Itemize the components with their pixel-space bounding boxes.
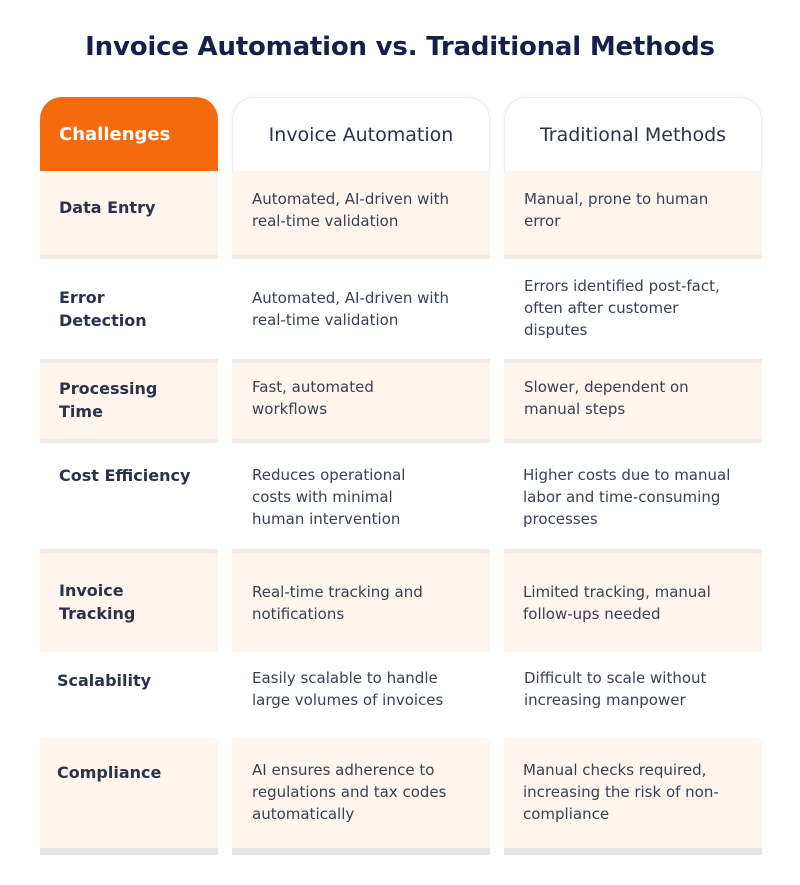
challenge-label: Invoice Tracking [59,581,136,623]
table-row [40,652,218,738]
table-row [504,443,762,549]
traditional-cell: Limited tracking, manual follow-ups needed [523,583,711,623]
challenge-label: Cost Efficiency [59,466,191,485]
table-row [232,652,490,738]
challenges-column [40,97,218,854]
table-row [504,259,762,359]
table-row [40,171,218,255]
table-row [40,738,218,848]
traditional-cell: Higher costs due to manual labor and time-consuming processes [523,466,731,528]
challenge-label: Compliance [57,763,162,782]
traditional-column [504,97,762,854]
table-row [504,553,762,652]
challenges-header: Challenges [40,97,218,171]
automation-cell: AI ensures adherence to regulations and tax codes automatically [252,761,447,823]
table-row [40,259,218,359]
table-row [232,363,490,439]
table-row [40,553,218,652]
table-row [232,553,490,652]
automation-column [232,97,490,854]
automation-cell: Fast, automated workflows [252,378,374,418]
table-row [504,171,762,255]
automation-cell: Reduces operational costs with minimal human intervention [252,466,406,528]
table-row [232,171,490,255]
challenge-label: Scalability [57,671,152,690]
challenge-label: Processing Time [59,379,158,421]
traditional-cell: Difficult to scale without increasing manpower [524,669,707,709]
automation-cell: Easily scalable to handle large volumes of invoices [252,669,444,709]
automation-header: Invoice Automation [232,97,490,171]
table-row [40,443,218,549]
table-bottom-border [504,848,762,855]
challenge-label: Error Detection [59,288,147,330]
automation-cell: Automated, AI-driven with real-time validation [252,289,449,329]
traditional-header: Traditional Methods [504,97,762,171]
table-row [232,443,490,549]
table-row [504,738,762,848]
table-row [232,259,490,359]
table-row [232,738,490,848]
traditional-cell: Manual checks required, increasing the risk of non-compliance [523,761,719,823]
table-row [504,363,762,439]
table-row [40,363,218,439]
automation-cell: Automated, AI-driven with real-time validation [252,190,449,230]
traditional-cell: Errors identified post-fact, often after customer disputes [524,277,720,339]
table-bottom-border [40,848,218,855]
challenge-label: Data Entry [59,198,156,217]
table-row [504,652,762,738]
traditional-cell: Slower, dependent on manual steps [524,378,689,418]
automation-cell: Real-time tracking and notifications [252,583,423,623]
page-title: Invoice Automation vs. Traditional Methods [85,32,715,62]
traditional-cell: Manual, prone to human error [524,190,709,230]
table-bottom-border [232,848,490,855]
